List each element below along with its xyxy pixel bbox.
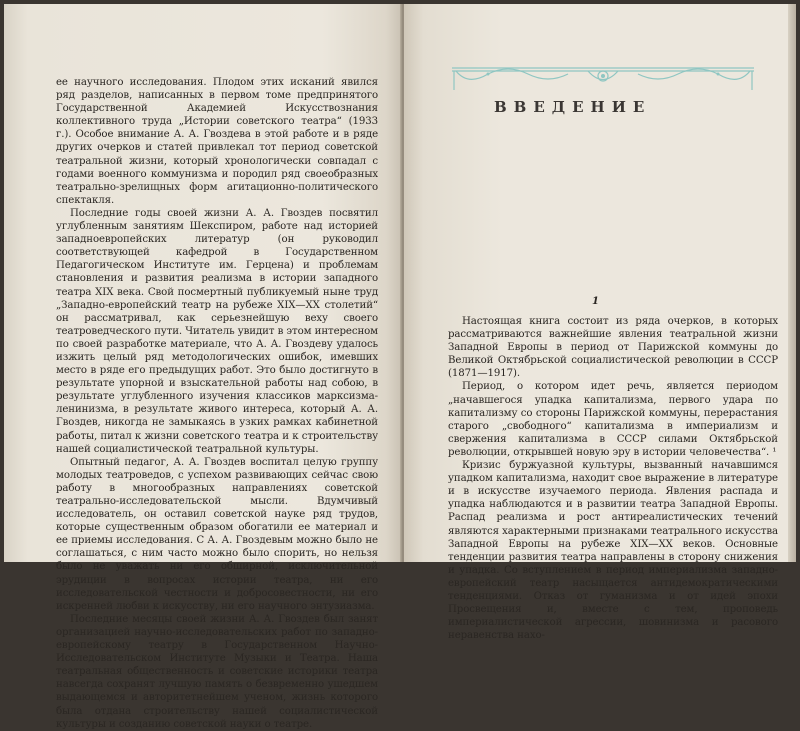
- page-edge: [788, 4, 796, 562]
- chapter-heading: ВВЕДЕНИЕ: [494, 98, 652, 116]
- right-page: [404, 4, 796, 642]
- header-ornament-icon: [448, 62, 758, 92]
- left-page-text: [56, 76, 378, 731]
- section-number: 1: [592, 296, 599, 307]
- right-page-text: [448, 315, 778, 642]
- paragraph: Опытный педагог, А. А. Гвоздев воспитал целую группу молодых театроведов, с успехом развивающих сейчас свою работу в многообразных направлениях советской театрально-исследовательской мысли. Вдумчивый исследователь, он оставил советской науке ряд трудов, которые существенным образом обогатили ее материал и ее приемы исследования. С А. А. Гвоздевым можно было не соглашаться, с ним часто можно было спорить, но нельзя было не уважать ни его обширной, исключительной эрудиции в вопросах истории театра, ни его исследовательской честности и добросовестности, ни его искренней любви к искусству, ни его научного энтузиазма.: [56, 456, 378, 612]
- left-page: [4, 4, 402, 730]
- paragraph: Последние годы своей жизни А. А. Гвоздев посвятил углубленным занятиям Шекспиром, работе над историей западноевропейских литератур (он руководил соответствующей кафедрой в Государственном Педагогическом Институте им. Герцена) и проблемам становления и развития реализма в истории западного театра XIX века. Свой посмертный публикуемый ныне труд „Западно-европейский театр на рубеже XIX—XX столетий“ он рассматривал, как серьезнейшую веху своего театроведческого пути. Читатель увидит в этом интересном по своей разработке материале, что А. А. Гвоздеву удалось изжить целый ряд методологических ошибок, имевших место в ряде его предыдущих работ. Это было достигнуто в результате упорной и взыскательной работы над собою, в результате углубленного изучения классиков марксизма-ленинизма, в результате живого интереса, который А. А. Гвоздев, никогда не замыкаясь в узких рамках кабинетной работы, питал к жизни советского театра и к строительству нашей социалистической театральной культуры.: [56, 207, 378, 455]
- book-spread: [4, 4, 796, 730]
- paragraph: ее научного исследования. Плодом этих исканий явился ряд разделов, написанных в первом томе предпринятого Государственной Академией Искусствознания коллективного труда „Истории советского театра“ (1933 г.). Особое внимание А. А. Гвоздева в этой работе и в ряде других очерков и статей привлекал тот период советской театральной жизни, который хронологически совпадал с годами военного коммунизма и породил ряд своеобразных театрально-зрелищных форм агитационно-политического спектакля.: [56, 77, 378, 206]
- paragraph: Кризис буржуазной культуры, вызванный начавшимся упадком капитализма, находит свое выражение в литературе и в искусстве изучаемого периода. Явления распада и упадка наблюдаются и в развитии театра Западной Европы. Распад реализма и рост антиреалистических течений являются характерными признаками театрального искусства Западной Европы на рубеже XIX—XX веков. Основные тенденции развития театра направлены в сторону снижения и упадка. Со вступлением в период империализма западно-европейский театр насыщается антидемократическими тенденциями. Отказ от гуманизма и от идей эпохи Просвещения и, вместе с тем, проповедь империалистической агрессии, шовинизма и расового неравенства нахо-: [448, 460, 778, 642]
- paragraph: Последние месяцы своей жизни А. А. Гвоздев был занят организацией научно-исследовательских работ по западно-европейскому театру в Государственном Научно-Исследовательском Институте Музыки и Театра. Наша театральная общественность и советские историки театра навсегда сохранят лучшую память о безвременно ушедшем выдающемся и авторитетнейшем ученом, жизнь которого была отдана строительству нашей социалистической культуры и созданию советской науки о театре.: [56, 613, 378, 730]
- paragraph: Настоящая книга состоит из ряда очерков, в которых рассматриваются важнейшие явления театральной жизни Западной Европы в период от Парижской коммуны до Великой Октябрьской социалистической революции в СССР (1871—1917).: [448, 316, 778, 380]
- paragraph: Период, о котором идет речь, является периодом „начавшегося упадка капитализма, первого удара по капитализму со стороны Парижской коммуны, перерастания старого „свободного“ капитализма в империализм и свержения капитализма в СССР силами Октябрьской революции, открывшей новую эру в истории человечества“. ¹: [448, 381, 778, 458]
